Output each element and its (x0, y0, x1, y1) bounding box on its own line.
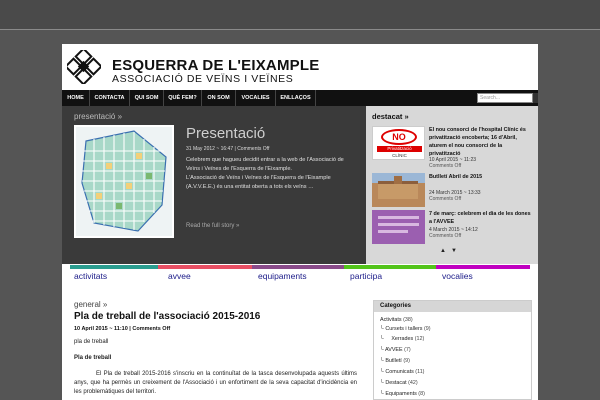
category-label[interactable]: vocalies (442, 271, 473, 281)
category-name[interactable]: Xerrades (391, 336, 414, 342)
page-container (62, 44, 538, 400)
arrow-up-icon[interactable]: ▲ (440, 248, 451, 254)
category-color-bar (344, 265, 436, 269)
destacat-comments: Comments Off (429, 196, 462, 202)
feature-title[interactable]: Presentació (186, 125, 266, 142)
map-icon (76, 127, 172, 236)
poster-line-icon (378, 216, 419, 219)
poster-label: Privatització (377, 146, 422, 152)
nav-vocalies[interactable]: VOCALIES (236, 90, 276, 106)
post-category-link[interactable]: general » (74, 300, 108, 309)
category-count: (11) (415, 369, 425, 375)
site-title[interactable]: ESQUERRA DE L'EIXAMPLE (112, 57, 320, 74)
building-photo-thumb[interactable] (372, 173, 425, 207)
category-name[interactable]: AVVEE (385, 347, 403, 353)
carousel-arrows (440, 248, 462, 254)
category-link[interactable]: └ Equipaments (8) (380, 391, 425, 397)
feature-paragraph-2: L'Associació de Veïns i Veïnes de l'Esquerra de l'Eixample (A.V.V.E.E.) és una entitat oberta a tots els veïns … (186, 175, 331, 190)
association-logo-icon[interactable] (67, 50, 101, 84)
categories-heading: Categories (374, 301, 531, 312)
category-link[interactable]: └ AVVEE (7) (380, 347, 411, 353)
search-button[interactable] (533, 93, 538, 103)
category-participa[interactable] (344, 265, 436, 289)
post-body: El Pla de treball 2015-2016 s'inscriu en la continuïtat de la tasca desenvolupada aquests últims anys, que ha permès un creixement de l'Associació i un enfortiment de la seva capacitat d'incidència en les problemàtiques del territori. (74, 371, 357, 395)
poster-line-icon (378, 230, 408, 233)
poster-line-icon (378, 223, 419, 226)
destacat-item[interactable] (372, 126, 532, 170)
latest-post (74, 300, 357, 400)
nav-on-som[interactable]: ON SOM (202, 90, 236, 106)
nav-que-fem[interactable]: QUÈ FEM? (164, 90, 202, 106)
category-name[interactable]: Activitats (380, 317, 402, 323)
categories-widget (373, 300, 532, 400)
destacat-comments: Comments Off (429, 233, 462, 239)
womens-day-poster-thumb[interactable] (372, 210, 425, 244)
category-count: (7) (404, 347, 411, 353)
category-bar (70, 265, 530, 289)
destacat-date: 24 March 2015 ~ 13:33 (429, 190, 481, 196)
site-header (62, 44, 538, 90)
category-name[interactable]: Equipaments (385, 391, 417, 397)
main-nav (62, 90, 538, 106)
destacat-comments: Comments Off (429, 163, 462, 169)
nav-enllacos[interactable]: ENLLAÇOS (276, 90, 316, 106)
category-link[interactable]: └ Comunicats (11) (380, 369, 425, 375)
category-link[interactable]: └ Xerrades (12) (380, 336, 425, 342)
site-subtitle: ASSOCIACIÓ DE VEÏNS I VEÏNES (112, 73, 294, 85)
category-name[interactable]: Comunicats (385, 369, 414, 375)
category-label[interactable]: equipaments (258, 271, 307, 281)
destacat-title[interactable]: Butlletí Abril de 2015 (429, 174, 483, 180)
poster-sub: CLÍNIC (392, 153, 407, 158)
category-label[interactable]: avvee (168, 271, 191, 281)
feature-category-link[interactable]: presentació » (74, 112, 123, 121)
arrow-down-icon[interactable]: ▼ (450, 248, 462, 254)
post-meta: 10 April 2015 ~ 11:10 | Comments Off (74, 326, 171, 332)
nav-home[interactable]: HOME (62, 90, 90, 106)
destacat-panel (366, 106, 538, 264)
category-name[interactable]: Destacat (385, 380, 407, 386)
category-link[interactable] (380, 317, 413, 323)
tower-icon (394, 176, 402, 184)
category-link[interactable]: └ Cursets i tallers (9) (380, 326, 431, 332)
category-count: (8) (418, 391, 425, 397)
destacat-title[interactable]: 7 de març: celebrem el dia de les dones a l'AVVEE (429, 211, 531, 225)
category-link[interactable]: └ Destacat (42) (380, 380, 418, 386)
category-color-bar (252, 265, 344, 269)
search-input[interactable]: Search... (477, 93, 533, 103)
destacat-heading[interactable]: destacat » (372, 112, 409, 121)
nav-qui-som[interactable]: QUI SOM (130, 90, 164, 106)
category-count: (12) (414, 336, 425, 342)
category-color-bar (436, 265, 530, 269)
category-link[interactable]: └ Butlletí (9) (380, 358, 410, 364)
featured-post (62, 106, 366, 264)
privatization-poster-thumb[interactable] (372, 126, 425, 160)
feature-excerpt (186, 156, 358, 192)
no-sign-icon: NO (381, 129, 417, 145)
category-label[interactable]: activitats (74, 271, 108, 281)
category-equipaments[interactable] (252, 265, 344, 289)
post-subtitle: pla de treball (74, 339, 109, 345)
category-name[interactable]: Butlletí (385, 358, 402, 364)
category-label[interactable]: participa (350, 271, 383, 281)
nav-contacta[interactable]: CONTACTA (90, 90, 130, 106)
category-count: (42) (408, 380, 418, 386)
category-name[interactable]: Cursets i tallers (385, 326, 423, 332)
destacat-title[interactable]: El nou consorci de l'hospital Clínic és privatització encoberta; 16 d'Abril, aturem el nou consorci de la privatització (429, 127, 526, 157)
neighborhood-map-image[interactable] (74, 125, 174, 238)
feature-paragraph-1: Celebrem que hagueu decidit entrar a la web de l'Associació de Veïns i Veïnes de l'Esquerra de l'Eixample. (186, 157, 344, 172)
destacat-date: 4 March 2015 ~ 14:12 (429, 227, 478, 233)
top-bar (0, 0, 600, 30)
category-vocalies[interactable] (436, 265, 530, 289)
category-count: (9) (423, 326, 431, 332)
post-title[interactable]: Pla de treball de l'associació 2015-2016 (74, 311, 261, 322)
category-count: (9) (403, 358, 410, 364)
category-avvee[interactable] (158, 265, 252, 289)
category-count: (38) (403, 317, 413, 323)
read-more-link[interactable]: Read the full story » (186, 223, 240, 229)
feature-meta: 31 May 2012 ~ 16:47 | Comments Off (186, 146, 270, 152)
destacat-date: 10 April 2015 ~ 11:23 (429, 157, 477, 163)
post-heading: Pla de treball (74, 355, 112, 361)
category-color-bar (158, 265, 252, 269)
category-color-bar (70, 265, 158, 269)
category-activitats[interactable] (70, 265, 158, 289)
